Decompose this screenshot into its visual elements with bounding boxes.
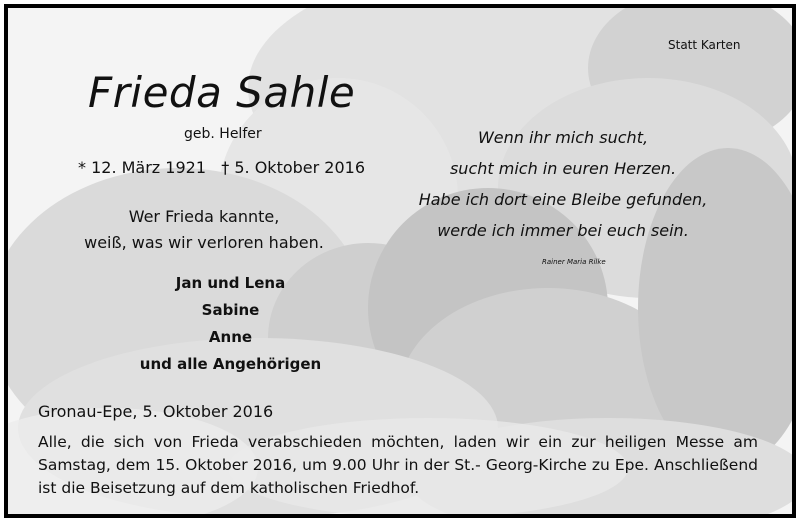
life-dates: * 12. März 1921 † 5. Oktober 2016 (78, 158, 366, 177)
header-note: Statt Karten (668, 38, 741, 52)
poem-line: Wenn ihr mich sucht, (477, 128, 649, 147)
maiden-name: geb. Helfer (184, 126, 262, 142)
remembrance-text (8, 204, 400, 256)
remembrance-line: weiß, was wir verloren haben. (84, 233, 324, 252)
mourner-line: Jan und Lena (175, 274, 286, 292)
mourner-line: Anne (208, 328, 253, 346)
funeral-message: Alle, die sich von Frieda verabschieden möchten, laden wir ein zur heiligen Messe am Samstag, dem 15. Oktober 2016, um 9.00 Uhr in der St.- Georg-Kirche zu Epe. Anschließend ist die Beisetzung auf dem katholischen Friedhof. (38, 433, 758, 497)
place-date: Gronau-Epe, 5. Oktober 2016 (38, 402, 274, 421)
poem-line: sucht mich in euren Herzen. (449, 159, 677, 178)
remembrance-line: Wer Frieda kannte, (128, 207, 280, 226)
poem-line: werde ich immer bei euch sein. (437, 221, 689, 240)
mourner-line: Sabine (201, 301, 260, 319)
obituary-card (4, 4, 796, 518)
poem-author: Rainer Maria Rilke (542, 258, 606, 266)
mourner-line: und alle Angehörigen (139, 355, 322, 373)
mourners-list (8, 270, 453, 378)
deceased-name: Frieda Sahle (88, 68, 356, 117)
poem-line: Habe ich dort eine Bleibe gefunden, (418, 190, 708, 209)
poem (418, 122, 708, 246)
